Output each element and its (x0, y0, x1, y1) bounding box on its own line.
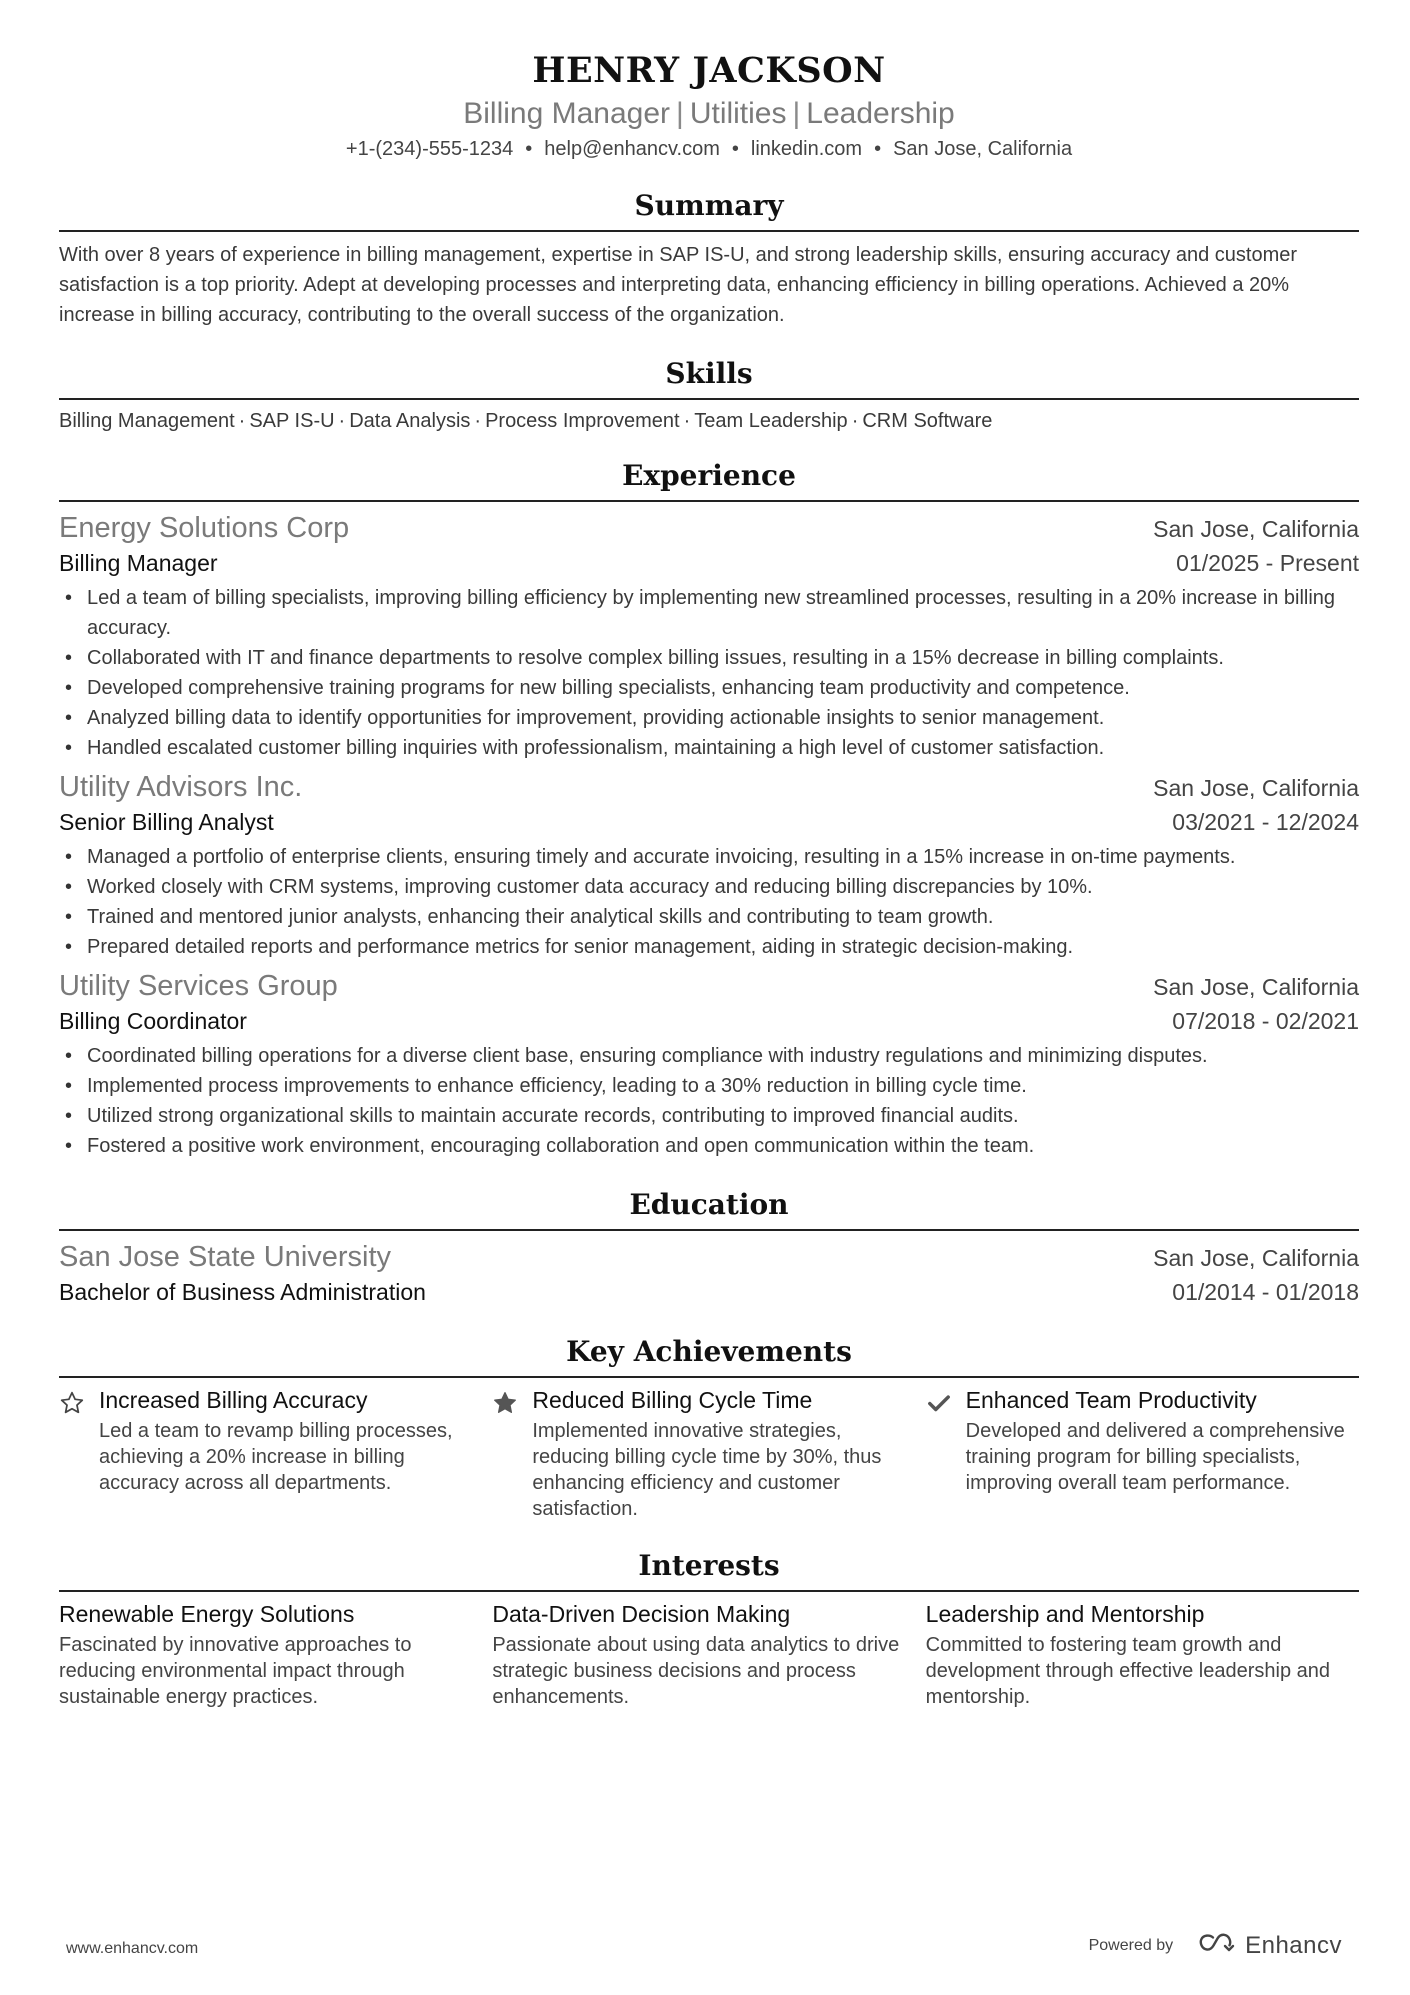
company-name: Energy Solutions Corp (59, 512, 350, 544)
achievement-title: Enhanced Team Productivity (965, 1387, 1257, 1413)
enhancv-logo-icon (1197, 1933, 1237, 1960)
contact-separator: • (874, 138, 882, 160)
bullet-item: • Handled escalated customer billing inquiries with professionalism, maintaining a high level of customer satisfaction. (59, 733, 1359, 763)
interest-description: Passionate about using data analytics to drive strategic business decisions and process enhancements. (492, 1634, 900, 1708)
skill-item: CRM Software (862, 410, 993, 432)
bullet-item: • Fostered a positive work environment, encouraging collaboration and open communication within the team. (59, 1131, 1359, 1161)
headline (59, 94, 1359, 134)
section-title: Key Achievements (59, 1334, 1359, 1378)
star-outline-icon (59, 1384, 99, 1522)
skill-separator: · (851, 410, 859, 432)
experience-section (59, 458, 1359, 1161)
achievement-title: Reduced Billing Cycle Time (532, 1387, 813, 1413)
skill-item: Team Leadership (694, 410, 848, 432)
job-title: Billing Coordinator (59, 1008, 247, 1034)
skill-separator: · (474, 410, 482, 432)
headline-item: Utilities (689, 97, 787, 130)
bullet-item: • Managed a portfolio of enterprise clients, ensuring timely and accurate invoicing, resulting in a 15% increase in on-time payments. (59, 842, 1359, 872)
education-section (59, 1187, 1359, 1308)
interest-description: Fascinated by innovative approaches to reducing environmental impact through sustainable energy practices. (59, 1634, 412, 1708)
degree: Bachelor of Business Administration (59, 1279, 426, 1305)
job-dates: 07/2018 - 02/2021 (1172, 1008, 1359, 1034)
bullet-item: • Prepared detailed reports and performance metrics for senior management, aiding in strategic decision-making. (59, 932, 1359, 962)
footer-website-link[interactable]: www.enhancv.com (66, 1940, 199, 1957)
section-title: Education (59, 1187, 1359, 1231)
job-entry (59, 510, 1359, 763)
contact-separator: • (731, 138, 739, 160)
bullet-item: • Collaborated with IT and finance departments to resolve complex billing issues, resulting in a 15% decrease in billing complaints. (59, 643, 1359, 673)
interest-title: Data-Driven Decision Making (492, 1601, 791, 1627)
education-dates: 01/2014 - 01/2018 (1172, 1279, 1359, 1305)
skill-separator: · (338, 410, 346, 432)
summary-text: With over 8 years of experience in billing management, expertise in SAP IS-U, and strong leadership skills, ensuring accuracy and customer satisfaction is a top priority. Adept at developing processes and interpreting data, enhancing efficiency in billing operations. Achieved a 20% increase in billing accuracy, contributing to the overall success of the organization. (59, 244, 1298, 326)
company-name: Utility Advisors Inc. (59, 771, 303, 803)
job-dates: 03/2021 - 12/2024 (1172, 809, 1359, 835)
bullet-item: • Led a team of billing specialists, improving billing efficiency by implementing new streamlined processes, resulting in a 20% increase in billing accuracy. (59, 583, 1359, 643)
job-location: San Jose, California (1153, 974, 1359, 1000)
job-bullets (59, 1041, 1359, 1161)
bullet-item: • Developed comprehensive training programs for new billing specialists, enhancing team productivity and competence. (59, 673, 1359, 703)
job-title: Senior Billing Analyst (59, 809, 274, 835)
job-bullets (59, 842, 1359, 962)
section-title: Experience (59, 458, 1359, 502)
email-link[interactable]: help@enhancv.com (544, 138, 720, 160)
bullet-item: • Trained and mentored junior analysts, enhancing their analytical skills and contributing to team growth. (59, 902, 1359, 932)
bullet-item: • Implemented process improvements to enhance efficiency, leading to a 30% reduction in billing cycle time. (59, 1071, 1359, 1101)
skill-item: SAP IS-U (249, 410, 335, 432)
interest-description: Committed to fostering team growth and development through effective leadership and mentorship. (925, 1634, 1331, 1708)
job-title: Billing Manager (59, 550, 218, 576)
interest-item (926, 1598, 1359, 1710)
section-title: Interests (59, 1548, 1359, 1592)
interests-section (59, 1548, 1359, 1710)
contact-info (59, 136, 1359, 162)
achievement-description: Led a team to revamp billing processes, achieving a 20% increase in billing accuracy across all departments. (99, 1420, 453, 1494)
resume-page (59, 0, 1359, 1710)
summary-section (59, 188, 1359, 330)
headline-item: Billing Manager (463, 97, 671, 130)
powered-by-label: Powered by (1088, 1937, 1174, 1954)
job-location: San Jose, California (1153, 775, 1359, 801)
achievement-title: Increased Billing Accuracy (99, 1387, 368, 1413)
achievement-item (492, 1384, 925, 1522)
skill-item: Process Improvement (485, 410, 680, 432)
headline-separator: | (676, 97, 684, 130)
job-dates: 01/2025 - Present (1176, 550, 1359, 576)
job-bullets (59, 583, 1359, 763)
phone[interactable]: +1-(234)-555-1234 (345, 138, 514, 160)
skills-section (59, 356, 1359, 434)
interest-title: Renewable Energy Solutions (59, 1601, 355, 1627)
skill-separator: · (683, 410, 691, 432)
achievements-section (59, 1334, 1359, 1522)
headline-item: Leadership (806, 97, 955, 130)
section-title: Skills (59, 356, 1359, 400)
contact-separator: • (525, 138, 533, 160)
achievement-item (926, 1384, 1359, 1522)
skill-item: Data Analysis (349, 410, 471, 432)
interest-item (492, 1598, 925, 1710)
checkmark-icon (926, 1384, 966, 1522)
interest-title: Leadership and Mentorship (925, 1601, 1205, 1627)
skill-separator: · (238, 410, 246, 432)
brand-name: Enhancv (1245, 1932, 1342, 1959)
location: San Jose, California (893, 138, 1073, 160)
bullet-item: • Worked closely with CRM systems, improving customer data accuracy and reducing billing discrepancies by 10%. (59, 872, 1359, 902)
company-name: Utility Services Group (59, 970, 338, 1002)
school-location: San Jose, California (1153, 1245, 1359, 1271)
skill-item: Billing Management (59, 410, 235, 432)
section-title: Summary (59, 188, 1359, 232)
footer-branding[interactable] (1089, 1932, 1342, 1960)
bullet-item: • Utilized strong organizational skills to maintain accurate records, contributing to improved financial audits. (59, 1101, 1359, 1131)
achievement-item (59, 1384, 492, 1522)
bullet-item: • Analyzed billing data to identify opportunities for improvement, providing actionable insights to senior management. (59, 703, 1359, 733)
school-name: San Jose State University (59, 1241, 392, 1273)
linkedin-link[interactable]: linkedin.com (750, 138, 863, 160)
bullet-item: • Coordinated billing operations for a diverse client base, ensuring compliance with industry regulations and minimizing disputes. (59, 1041, 1359, 1071)
skills-list (59, 408, 1359, 434)
resume-header (59, 0, 1359, 162)
achievement-description: Implemented innovative strategies, reducing billing cycle time by 30%, thus enhancing efficiency and customer satisfaction. (532, 1420, 882, 1520)
achievement-description: Developed and delivered a comprehensive training program for billing specialists, improving overall team performance. (965, 1420, 1345, 1494)
job-entry (59, 968, 1359, 1161)
headline-separator: | (792, 97, 801, 130)
job-location: San Jose, California (1153, 516, 1359, 542)
star-filled-icon (492, 1384, 532, 1522)
job-entry (59, 769, 1359, 962)
candidate-name: HENRY JACKSON (532, 50, 886, 91)
interest-item (59, 1598, 492, 1710)
